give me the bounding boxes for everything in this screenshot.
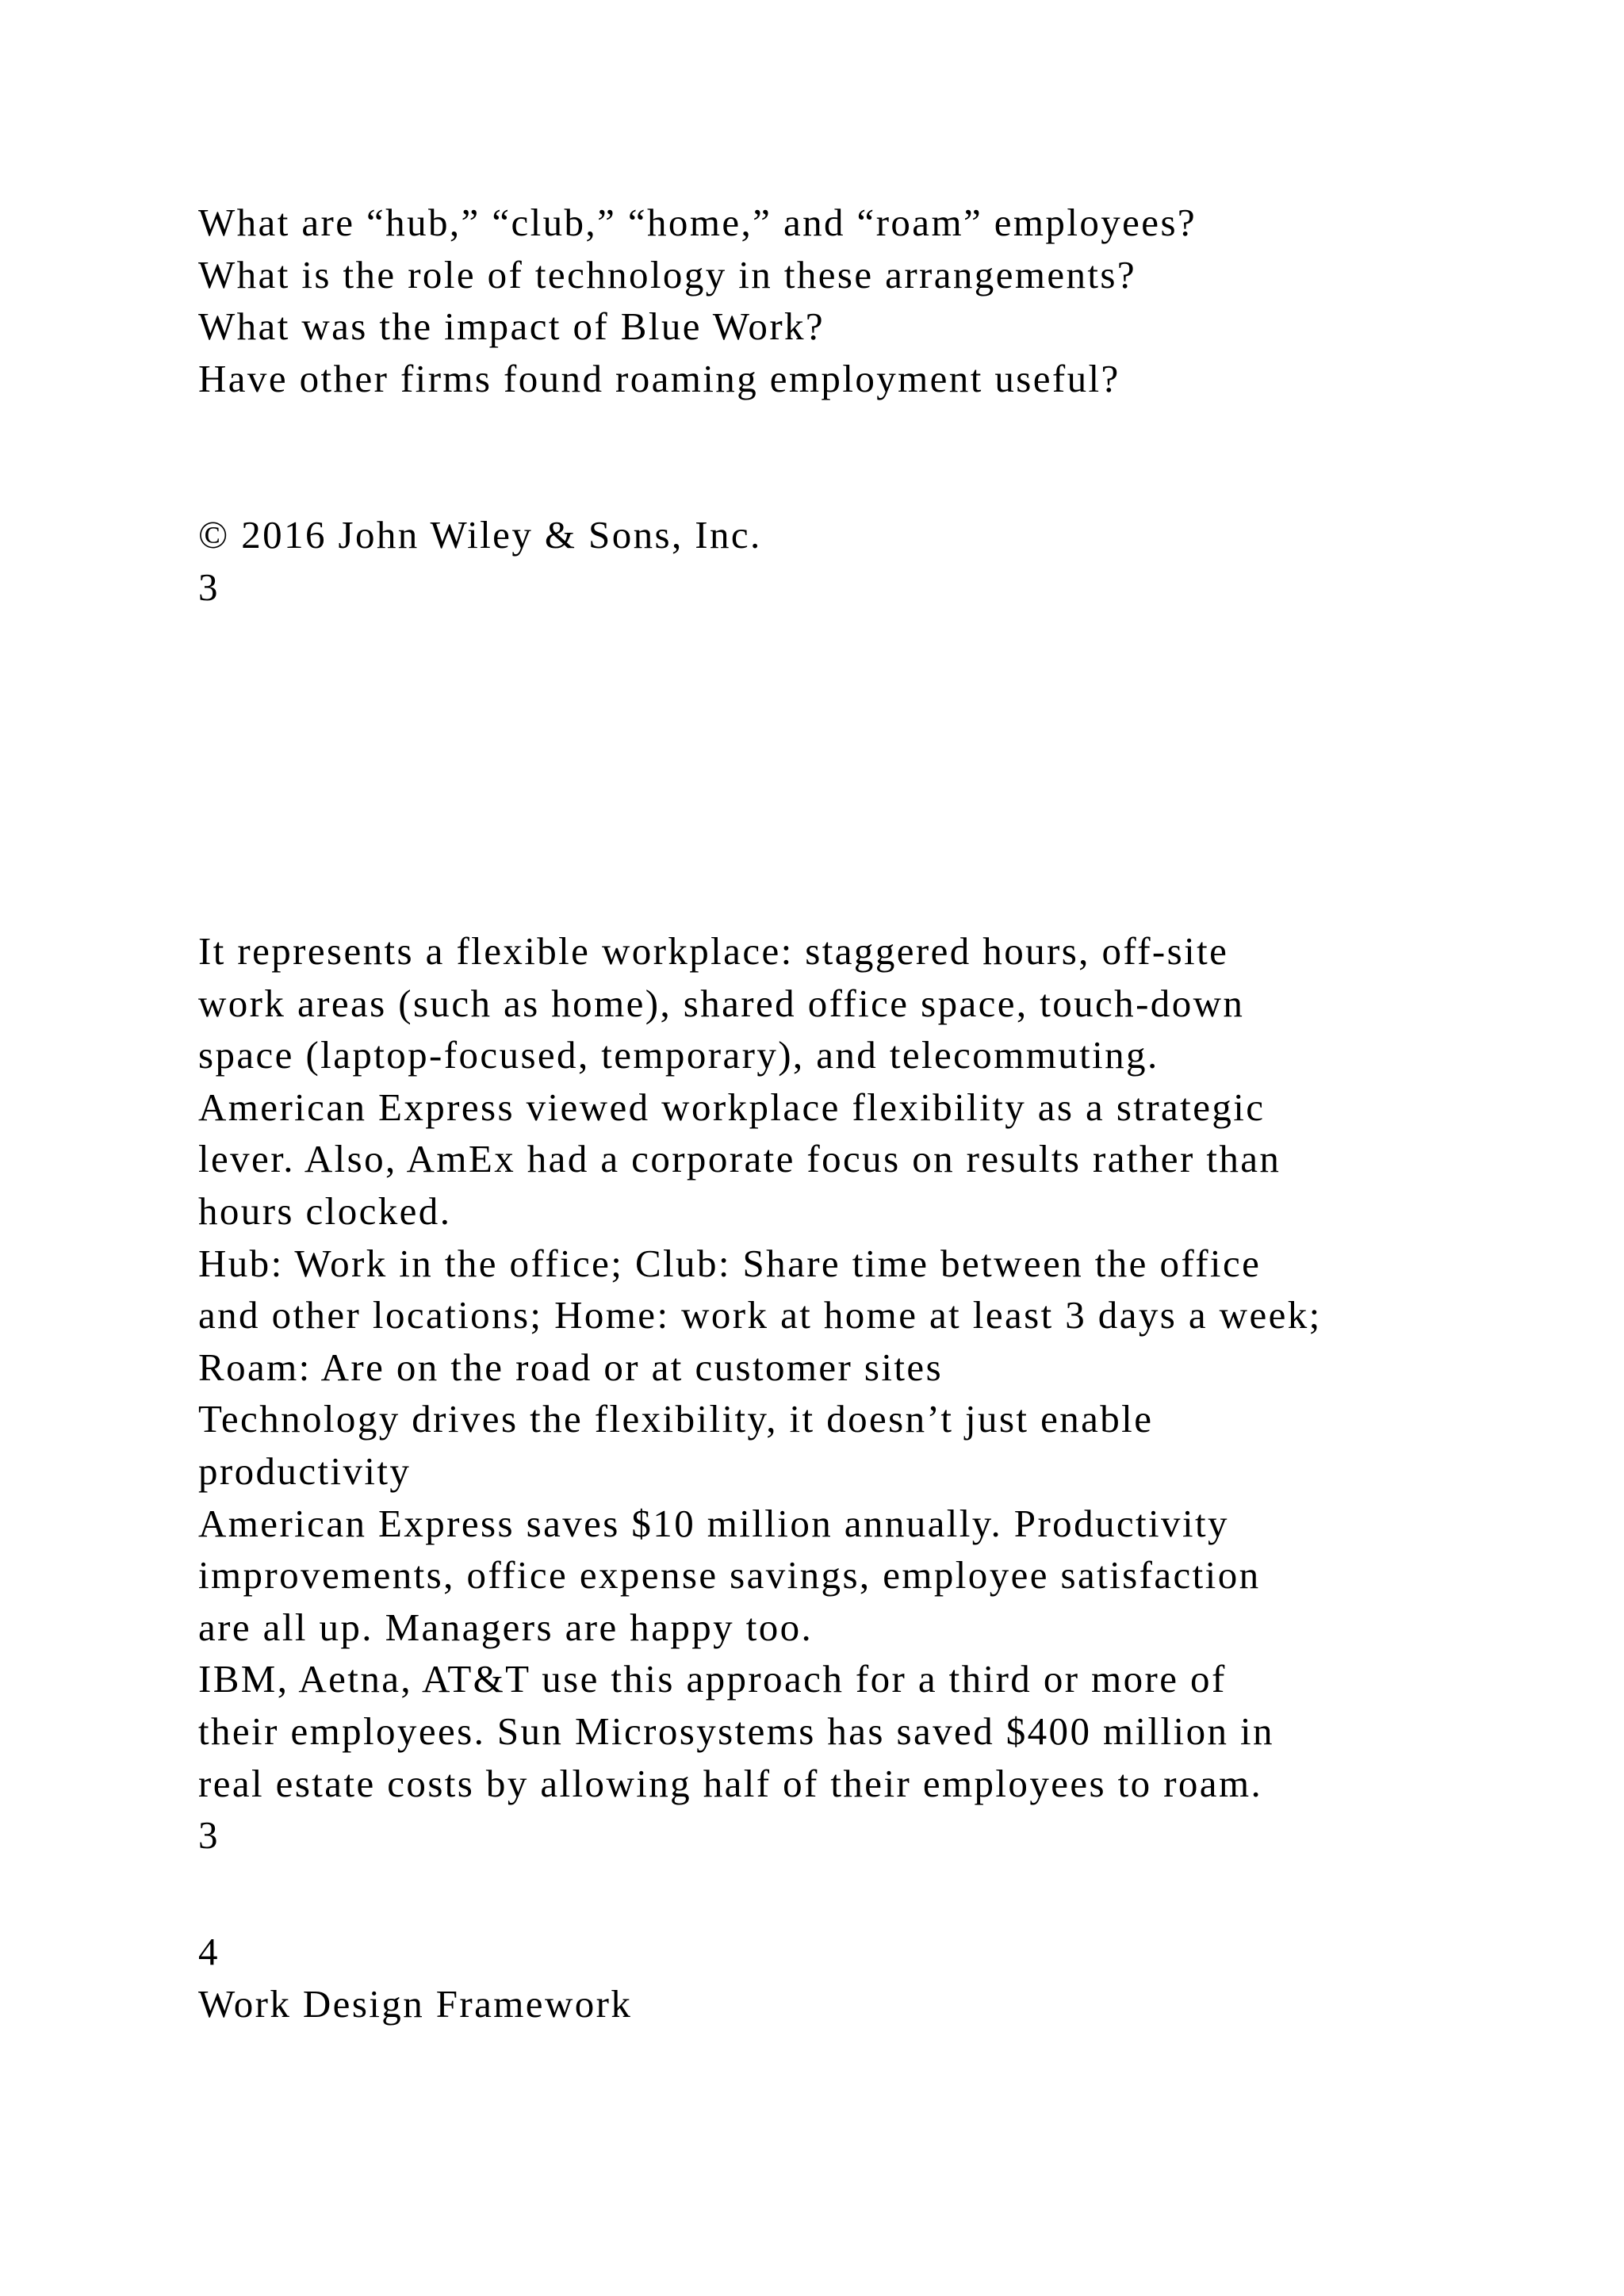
question-line: What are “hub,” “club,” “home,” and “roam” employees? bbox=[198, 201, 1197, 244]
question-line: What was the impact of Blue Work? bbox=[198, 304, 825, 349]
notes-slide-number: 3 bbox=[198, 1813, 220, 1858]
copyright-notice: © 2016 John Wiley & Sons, Inc. bbox=[198, 513, 762, 557]
slide-number: 3 bbox=[198, 564, 220, 609]
notes-line: American Express saves $10 million annually. Productivity bbox=[198, 1501, 1229, 1545]
notes-line: and other locations; Home: work at home at least 3 days a week; bbox=[198, 1293, 1322, 1337]
notes-line: Technology drives the flexibility, it doesn’t just enable bbox=[198, 1397, 1154, 1441]
question-line: Have other firms found roaming employment useful? bbox=[198, 356, 1120, 400]
notes-line: their employees. Sun Microsystems has saved $400 million in bbox=[198, 1709, 1274, 1753]
next-slide-number: 4 bbox=[198, 1930, 220, 1973]
notes-line: It represents a flexible workplace: staggered hours, off-site bbox=[198, 929, 1229, 973]
notes-line: work areas (such as home), shared office space, touch-down bbox=[198, 981, 1245, 1025]
next-slide-header bbox=[198, 1926, 632, 2030]
copyright-block bbox=[198, 509, 762, 613]
notes-line: real estate costs by allowing half of their employees to roam. bbox=[198, 1761, 1263, 1805]
notes-line: space (laptop-focused, temporary), and telecommuting. bbox=[198, 1033, 1159, 1077]
next-slide-title: Work Design Framework bbox=[198, 1981, 633, 2026]
notes-line: IBM, Aetna, AT&T use this approach for a third or more of bbox=[198, 1657, 1227, 1701]
notes-line: Roam: Are on the road or at customer sites bbox=[198, 1345, 944, 1389]
notes-line: hours clocked. bbox=[198, 1188, 452, 1233]
notes-line: lever. Also, AmEx had a corporate focus on results rather than bbox=[198, 1137, 1281, 1181]
notes-line: are all up. Managers are happy too. bbox=[198, 1605, 814, 1649]
notes-line: productivity bbox=[198, 1448, 412, 1493]
instructor-notes bbox=[198, 925, 1322, 1862]
notes-line: improvements, office expense savings, employee satisfaction bbox=[198, 1553, 1261, 1598]
notes-line: Hub: Work in the office; Club: Share time between the office bbox=[198, 1241, 1262, 1285]
notes-line: American Express viewed workplace flexibility as a strategic bbox=[198, 1085, 1266, 1129]
discussion-questions bbox=[198, 197, 1197, 404]
question-line: What is the role of technology in these arrangements? bbox=[198, 252, 1137, 297]
